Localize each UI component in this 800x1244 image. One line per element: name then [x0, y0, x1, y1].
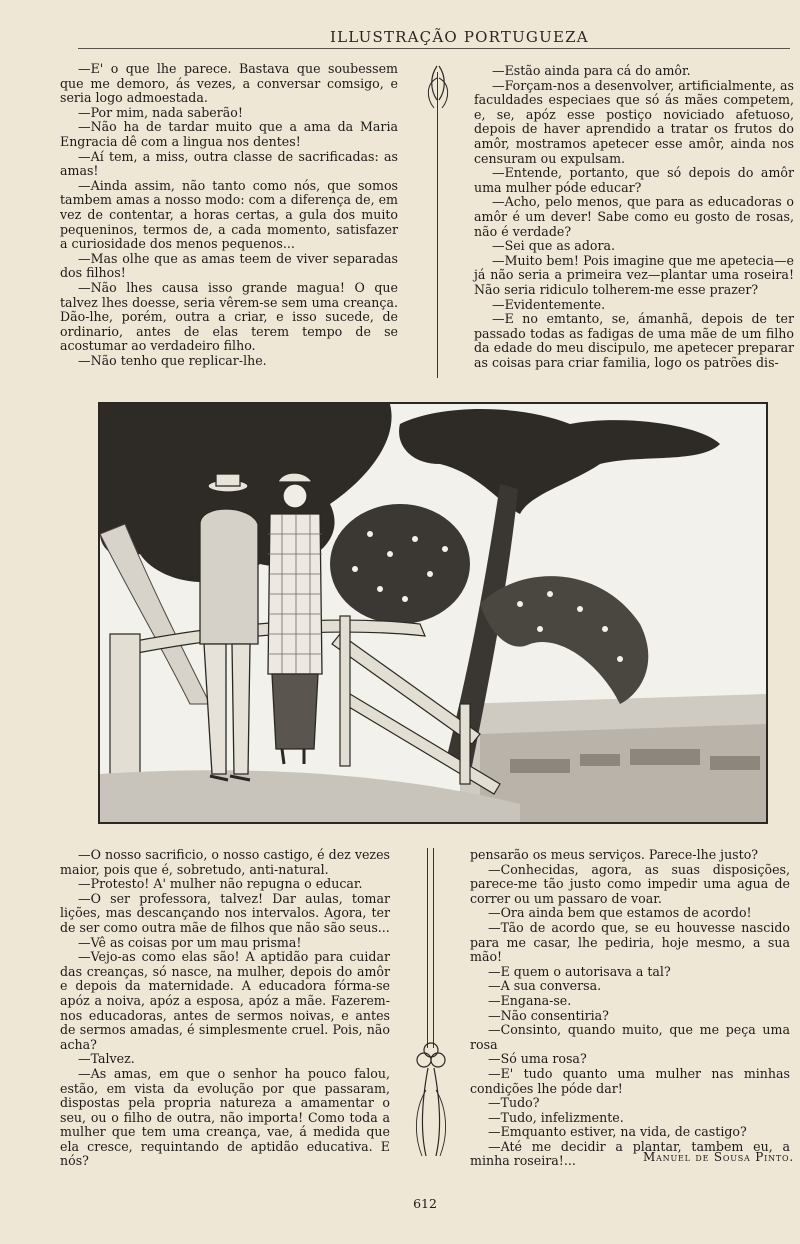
paragraph: —Estão ainda para cá do amôr.	[492, 63, 691, 78]
paragraph: —E' tudo quanto uma mulher nas minhas condições lhe póde dar!	[470, 1065, 790, 1096]
paragraph: —Emquanto estiver, na vida, de castigo?	[488, 1124, 747, 1140]
paragraph: pensarão os meus serviços. Parece-lhe justo?	[470, 847, 759, 862]
paragraph: —Protesto! A' mulher não repugna o educar.	[78, 876, 363, 892]
paragraph: —Não consentiria?	[488, 1007, 609, 1023]
text-column-bottom-right	[470, 848, 790, 1169]
paragraph: —Tudo, infelizmente.	[488, 1109, 624, 1125]
floral-ornament-icon	[420, 64, 456, 124]
paragraph: —A sua conversa.	[488, 978, 602, 994]
paragraph: —O ser professora, talvez! Dar aulas, tomar lições, mas descançando nos intervalos. Agora, ter de ser como outra mãe de filhos que não são seus...	[60, 890, 390, 935]
paragraph: —Entende, portanto, que só depois do amôr uma mulher póde educar?	[474, 165, 794, 195]
paragraph: —Vejo-as como elas são! A aptidão para cuidar das creanças, só nasce, na mulher, depois do amôr e depois da maternidade. A educadora fórma-se apóz a noiva, apóz a esposa, apóz a mãe. Fazerem-nos educadoras, antes de sermos noivas, e antes de sermos amadas, é simplesmente cruel. Pois, não acha?	[60, 949, 390, 1052]
text-column-top-left	[60, 62, 398, 368]
paragraph: —Por mim, nada saberão!	[78, 104, 243, 120]
paragraph: —Engana-se.	[488, 992, 572, 1008]
paragraph: —Consinto, quando muito, que me peça uma rosa	[470, 1022, 790, 1052]
paragraph: —Tudo?	[488, 1095, 540, 1111]
paragraph: —Sei que as adora.	[492, 238, 615, 254]
column-divider-bottom	[427, 848, 428, 1048]
paragraph: —Muito bem! Pois imagine que me apetecia—e já não seria a primeira vez—plantar uma roseira! Não seria ridiculo tolherem-me esse prazer?	[474, 252, 794, 297]
page-number: 612	[413, 1196, 437, 1211]
paragraph: —Acho, pelo menos, que para as educadoras o amôr é um dever! Sabe como eu gosto de rosas, não é verdade?	[474, 194, 794, 239]
paragraph: —E quem o autorisava a tal?	[488, 963, 671, 979]
paragraph: —As amas, em que o senhor ha pouco falou, estão, em vista da evolução por que passaram, dispostas pela propria natureza a amamentar o seu, ou o filho de outra, não importa! Como toda a mulher que tem uma creança, vae, á medida que ela cresce, requintando de aptidão educativa. E nós?	[60, 1065, 390, 1169]
paragraph: —Ainda assim, não tanto como nós, que somos tambem amas a nosso modo: com a diferença de, em vez de contentar, a horas certas, a gula dos muito pequeninos, termos de, a cada momento, satisfazer a curiosidade dos menos pequenos...	[60, 177, 398, 252]
paragraph: —Forçam-nos a desenvolver, artificialmente, as faculdades especiaes que só ás mães competem, e, se, apóz esse postiço noviciado afetuoso, depois de haver aprendido a tratar os frutos do amôr, mostramos apetecer esse amôr, ainda nos censuram ou expulsam.	[474, 77, 794, 166]
paragraph: —Não tenho que replicar-lhe.	[78, 352, 267, 368]
paragraph: —Conhecidas, agora, as suas disposições, parece-me tão justo como impedir uma agua de correr ou um passaro de voar.	[470, 861, 790, 906]
illustration-couple-in-garden	[98, 402, 768, 824]
paragraph: —Não ha de tardar muito que a ama da Maria Engracia dê com a lingua nos dentes!	[60, 119, 398, 149]
magazine-title: ILLUSTRAÇÃO PORTUGUEZA	[330, 28, 589, 46]
paragraph: —Tão de acordo que, se eu houvesse nascido para me casar, lhe pediria, hoje mesmo, a sua mão!	[470, 919, 790, 965]
paragraph: —O nosso sacrificio, o nosso castigo, é dez vezes maior, pois que é, sobretudo, anti-natural.	[60, 847, 390, 877]
author-signature: Manuel de Sousa Pinto.	[643, 1150, 794, 1164]
header-rule	[78, 48, 790, 49]
paragraph: —Aí tem, a miss, outra classe de sacrificadas: as amas!	[60, 148, 398, 179]
text-column-top-right	[474, 64, 794, 370]
paragraph: —E no emtanto, se, ámanhã, depois de ter passado todas as fadigas de uma mãe de um filho da edade do meu discipulo, me apetecer preparar as coisas para criar familia, logo os patrões dis-	[474, 311, 794, 370]
paragraph: —Evidentemente.	[492, 296, 606, 312]
text-column-bottom-left	[60, 848, 390, 1169]
paragraph: —Vê as coisas por um mau prisma!	[78, 934, 302, 950]
paragraph: —Ora ainda bem que estamos de acordo!	[488, 905, 752, 921]
floral-ornament-icon	[406, 1040, 456, 1160]
paragraph: —Só uma rosa?	[488, 1051, 587, 1067]
column-divider-bottom-right-line	[433, 848, 434, 1048]
paragraph: —Não lhes causa isso grande magua! O que talvez lhes doesse, seria vêrem-se sem uma creança. Dão-lhe, porém, outra a criar, e isso sucede, de ordinario, antes de elas terem tempo de se acostumar ao verdadeiro filho.	[60, 279, 398, 354]
paragraph: —Mas olhe que as amas teem de viver separadas dos filhos!	[60, 250, 398, 281]
paragraph: —Até me decidir a plantar, tambem eu, a minha roseira!...	[470, 1138, 790, 1169]
paragraph: —Talvez.	[78, 1051, 135, 1067]
paragraph: —E' o que lhe parece. Bastava que soubessem que me demoro, ás vezes, a conversar comsigo, e seria logo admoestada.	[60, 61, 398, 106]
